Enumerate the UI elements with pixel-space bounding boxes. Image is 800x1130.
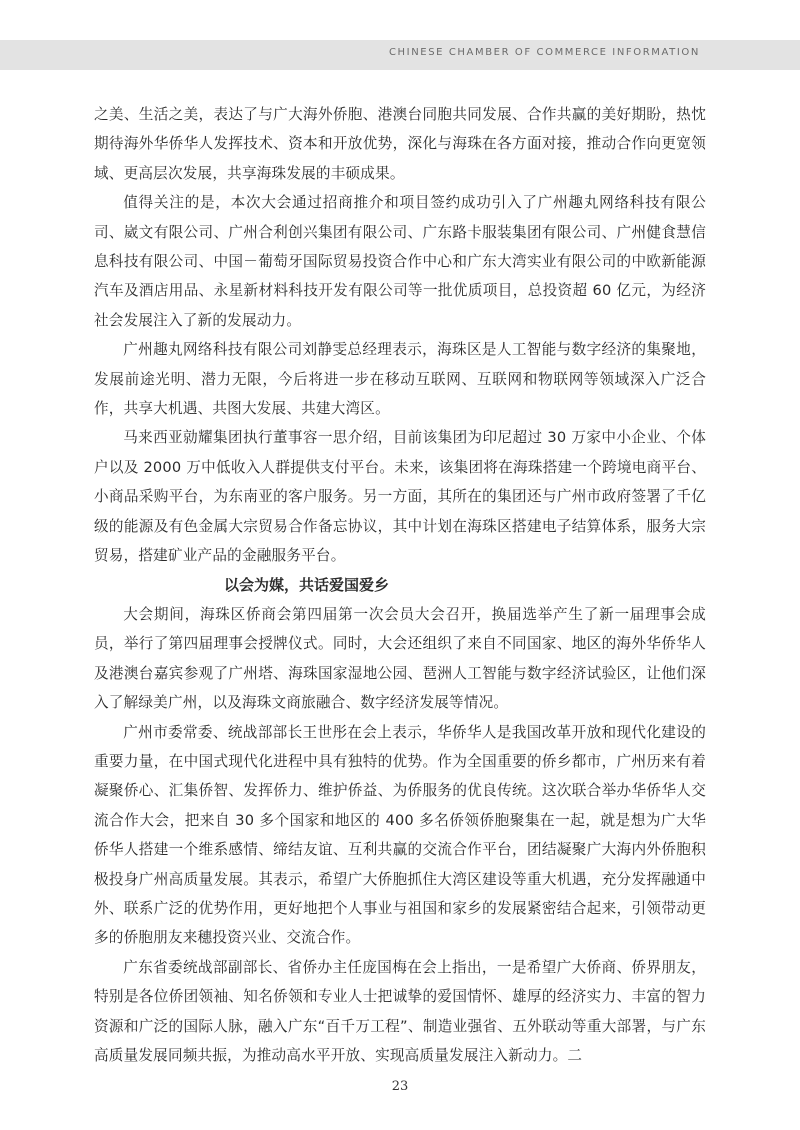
- page-number: 23: [391, 1079, 409, 1094]
- paragraph: 之美、生活之美，表达了与广大海外侨胞、港澳台同胞共同发展、合作共赢的美好期盼，热忱期待海外华侨华人发挥技术、资本和开放优势，深化与海珠在各方面对接，推动合作向更宽领域、更高层次发展，共享海珠发展的丰硕成果。: [94, 106, 706, 182]
- paragraph: 广东省委统战部副部长、省侨办主任庞国梅在会上指出，一是希望广大侨商、侨界朋友，特别是各位侨团领袖、知名侨领和专业人士把诚挚的爱国情怀、雄厚的经济实力、丰富的智力资源和广泛的国际人脉，融入广东“百千万工程”、制造业强省、五外联动等重大部署，与广东高质量发展同频共振，为推动高水平开放、实现高质量发展注入新动力。二: [94, 958, 706, 1064]
- paragraph: 马来西亚勍耀集团执行董事容一思介绍，目前该集团为印尼超过 30 万家中小企业、个体户以及 2000 万中低收入人群提供支付平台。未来，该集团将在海珠搭建一个跨境电商平台、小商品采购平台，为东南亚的客户服务。另一方面，其所在的集团还与广州市政府签署了千亿级的能源及有色金属大宗贸易合作备忘协议，其中计划在海珠区搭建电子结算体系，服务大宗贸易，搭建矿业产品的金融服务平台。: [94, 429, 706, 565]
- paragraph: 广州趣丸网络科技有限公司刘静雯总经理表示，海珠区是人工智能与数字经济的集聚地，发展前途光明、潜力无限，今后将进一步在移动互联网、互联网和物联网等领域深入广泛合作，共享大机遇、共图大发展、共建大湾区。: [94, 341, 706, 418]
- paragraph: 大会期间，海珠区侨商会第四届第一次会员大会召开，换届选举产生了新一届理事会成员，举行了第四届理事会授牌仪式。同时，大会还组织了来自不同国家、地区的海外华侨华人及港澳台嘉宾参观了广州塔、海珠国家湿地公园、琶洲人工智能与数字经济试验区，让他们深入了解绿美广州，以及海珠文商旅融合、数字经济发展等情况。: [94, 605, 706, 712]
- section-heading: 以会为媒，共话爱国爱乡: [224, 575, 390, 594]
- article-body: [94, 100, 706, 1070]
- paragraph: 广州市委常委、统战部部长王世彤在会上表示，华侨华人是我国改革开放和现代化建设的重要力量，在中国式现代化进程中具有独特的优势。作为全国重要的侨乡都市，广州历来有着凝聚侨心、汇集侨智、发挥侨力、维护侨益、为侨服务的优良传统。这次联合举办华侨华人交流合作大会，把来自 30 多个国家和地区的 400 多名侨领侨胞聚集在一起，就是想为广大华侨华人搭建一个维系感情、缔结友谊、互利共赢的交流合作平台，团结凝聚广大海内外侨胞积极投身广州高质量发展。其表示，希望广大侨胞抓住大湾区建设等重大机遇，充分发挥融通中外、联系广泛的优势作用，更好地把个人事业与祖国和家乡的发展紧密结合起来，引领带动更多的侨胞朋友来穗投资兴业、交流合作。: [94, 723, 706, 947]
- running-header: CHINESE CHAMBER OF COMMERCE INFORMATION: [388, 47, 700, 58]
- paragraph: 值得关注的是，本次大会通过招商推介和项目签约成功引入了广州趣丸网络科技有限公司、崴文有限公司、广州合利创兴集团有限公司、广东路卡服装集团有限公司、广州健食慧信息科技有限公司、中国－葡萄牙国际贸易投资合作中心和广东大湾实业有限公司的中欧新能源汽车及酒店用品、永星新材料科技开发有限公司等一批优质项目，总投资超 60 亿元，为经济社会发展注入了新的发展动力。: [94, 194, 706, 329]
